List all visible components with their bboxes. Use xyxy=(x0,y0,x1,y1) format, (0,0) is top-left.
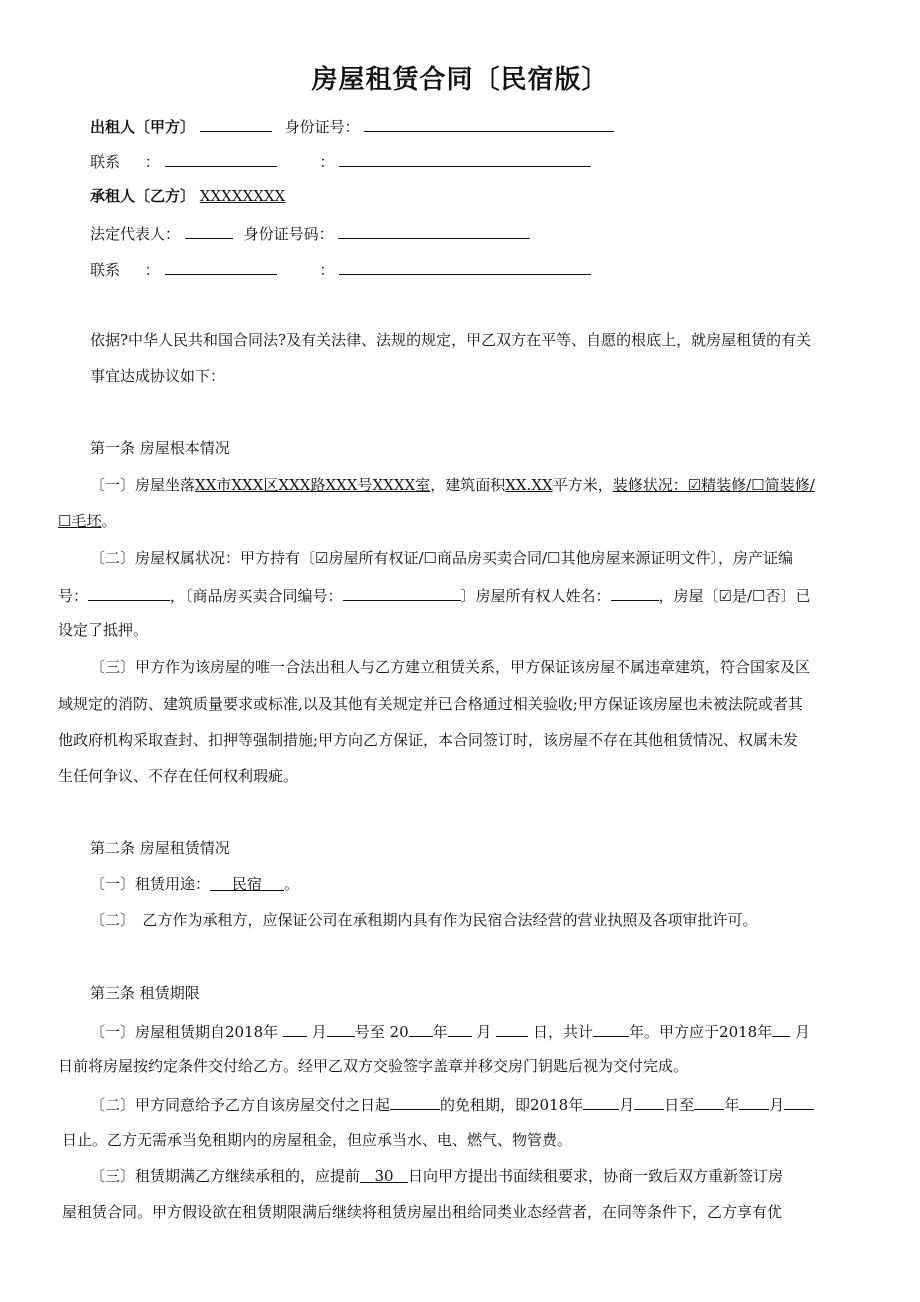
party-a-id-label: 身份证号： xyxy=(284,118,360,136)
rental-use-value: 民宿 xyxy=(210,874,284,891)
article-3-heading: 第三条 租赁期限 xyxy=(90,984,200,1002)
term-month-text: 月 xyxy=(311,1023,327,1041)
party-a-line xyxy=(90,115,614,137)
rent-free-month-blank[interactable] xyxy=(583,1093,619,1110)
article-2-p1 xyxy=(90,874,299,894)
delivery-year-text: 年。甲方应于2018年 xyxy=(629,1023,773,1041)
decoration-label: 装修状况： xyxy=(612,476,688,494)
term-total-blank[interactable] xyxy=(593,1020,629,1037)
party-a-contact-colon-2: ： xyxy=(319,153,335,171)
article-1-p2-line-3: 设定了抵押。 xyxy=(58,621,149,639)
term-start-day-blank[interactable] xyxy=(327,1020,355,1037)
term-end-century: 20 xyxy=(389,1023,409,1041)
party-b-label: 承租人〔乙方〕 xyxy=(90,187,196,205)
party-b-id-blank[interactable] xyxy=(338,222,530,239)
rent-free-text: 〔二〕甲方同意给予乙方自该房屋交付之日起 xyxy=(90,1096,391,1114)
term-start-text: 〔一〕房屋租赁期自2018年 xyxy=(90,1023,279,1041)
delivery-month-blank[interactable] xyxy=(772,1020,790,1037)
party-a-contact-blank-2[interactable] xyxy=(339,150,591,167)
party-b-contact-line xyxy=(90,258,591,280)
term-to-text: 号至 xyxy=(354,1023,385,1041)
contract-no-label: ，〔商品房买卖合同编号： xyxy=(170,587,343,605)
legal-rep-label: 法定代表人： xyxy=(90,225,181,243)
rent-free-end-year-blank[interactable] xyxy=(694,1093,724,1110)
article-3-p2-line-1 xyxy=(90,1093,814,1115)
party-a-name-blank[interactable] xyxy=(200,115,272,132)
party-a-id-blank[interactable] xyxy=(364,115,614,132)
cert-no-label: 号： xyxy=(58,587,89,605)
party-b-line xyxy=(90,186,285,206)
party-b-id-label: 身份证号码： xyxy=(243,225,334,243)
article-3-p2-line-2: 日止。乙方无需承当免租期内的房屋租金，但应承当水、电、燃气、物管费。 xyxy=(62,1131,573,1149)
property-address: XX市XXX区XXX路XXX号XXXX室 xyxy=(195,476,431,494)
owner-blank[interactable] xyxy=(611,584,659,601)
party-a-contact-line xyxy=(90,150,591,172)
article-1-p2-line-2 xyxy=(58,584,811,606)
term-start-month-blank[interactable] xyxy=(283,1020,307,1037)
rent-free-blank[interactable] xyxy=(390,1093,440,1110)
article-3-p1-line-1 xyxy=(90,1020,810,1042)
party-a-contact-blank-1[interactable] xyxy=(165,150,277,167)
contract-no-blank[interactable] xyxy=(343,584,461,601)
article-1-p3-line-4: 生任何争议、不存在任何权利瑕疵。 xyxy=(58,767,299,785)
article-1-p1-line-1 xyxy=(90,475,815,495)
term-end-year-blank[interactable] xyxy=(409,1020,433,1037)
rent-free-end-month-text: 月 xyxy=(769,1096,785,1114)
renewal-text-2: 日向甲方提出书面续租要求，协商一致后双方重新签订房 xyxy=(408,1167,784,1185)
rent-free-to-text: 日至 xyxy=(664,1096,695,1114)
article-2-heading: 第二条 房屋租赁情况 xyxy=(90,839,230,857)
article-1-p3-line-3: 他政府机构采取查封、扣押等强制措施;甲方向乙方保证，本合同签订时，该房屋不存在其他租赁情况、权属未发 xyxy=(58,731,799,749)
party-a-label: 出租人〔甲方〕 xyxy=(90,118,196,136)
renewal-days-value: 30 xyxy=(360,1166,408,1183)
article-1-p1-end: 。 xyxy=(101,512,117,530)
party-b-name: XXXXXXXX xyxy=(199,187,286,205)
party-b-contact-blank-1[interactable] xyxy=(165,258,277,275)
renewal-text: 〔三〕租赁期满乙方继续承租的，应提前 xyxy=(90,1167,361,1185)
party-b-contact-colon-2: ： xyxy=(319,261,335,279)
party-b-contact-label: 联系 xyxy=(90,261,121,279)
party-a-contact-label: 联系 xyxy=(90,153,121,171)
decoration-option-simple[interactable]: ☐简装修/ xyxy=(751,476,815,494)
article-3-p3-line-2: 屋租赁合同。甲方假设欲在租赁期限满后继续将租赁房屋出租给同类业态经营者，在同等条件下，乙方享有优 xyxy=(62,1203,783,1221)
party-b-contact-colon: ： xyxy=(144,261,160,279)
term-end-month-blank[interactable] xyxy=(448,1020,472,1037)
decoration-option-rough[interactable]: ☐毛坯 xyxy=(58,512,102,530)
rent-free-end-year-text: 年 xyxy=(724,1096,740,1114)
term-end-month-text: 月 xyxy=(476,1023,492,1041)
preamble-line-1: 依据?中华人民共和国合同法?及有关法律、法规的规定，甲乙双方在平等、自愿的根底上，就房屋租赁的有关 xyxy=(90,331,812,349)
article-1-p3-line-2: 域规定的消防、建筑质量要求或标准,以及其他有关规定并已合格通过相关验收;甲方保证该房屋也未被法院或者其 xyxy=(58,695,803,713)
party-a-contact-colon: ： xyxy=(144,153,160,171)
term-total-text: 日，共计 xyxy=(533,1023,594,1041)
delivery-month-text: 月 xyxy=(795,1023,811,1041)
article-1-p1-line-2 xyxy=(58,511,116,531)
term-year-text: 年 xyxy=(432,1023,448,1041)
article-1-p1-unit: 平方米， xyxy=(552,476,613,494)
article-2-p2: 〔二〕 乙方作为承租方，应保证公司在承租期内具有作为民宿合法经营的营业执照及各项审批许可。 xyxy=(90,911,758,929)
legal-rep-blank[interactable] xyxy=(185,222,233,239)
article-3-p1-line-2: 日前将房屋按约定条件交付给乙方。经甲乙双方交验签字盖章并移交房门钥匙后视为交付完成。 xyxy=(58,1057,689,1075)
article-1-p1-prefix: 〔一〕房屋坐落 xyxy=(90,476,196,494)
rent-free-month-text: 月 xyxy=(619,1096,635,1114)
decoration-option-fine[interactable]: ☑精装修/ xyxy=(687,476,752,494)
rent-free-year-text: 的免租期，即2018年 xyxy=(440,1096,584,1114)
rental-use-label: 〔一〕租赁用途： xyxy=(90,875,211,893)
party-b-contact-blank-2[interactable] xyxy=(339,258,591,275)
article-1-heading: 第一条 房屋根本情况 xyxy=(90,439,230,457)
article-1-p1-mid: ，建筑面积 xyxy=(430,476,506,494)
article-1-p2-line-1: 〔二〕房屋权属状况：甲方持有〔☑房屋所有权证/☐商品房买卖合同/☐其他房屋来源证明文件〕，房产证编 xyxy=(90,549,793,567)
owner-label: 〕房屋所有权人姓名： xyxy=(460,587,611,605)
party-b-rep-line xyxy=(90,222,530,244)
article-1-p3-line-1: 〔三〕甲方作为该房屋的唯一合法出租人与乙方建立租赁关系，甲方保证该房屋不属违章建筑，符合国家及区 xyxy=(90,658,811,676)
preamble-line-2: 事宜达成协议如下： xyxy=(90,367,226,385)
mortgage-text: ，房屋〔☑是/☐否〕已 xyxy=(658,587,811,605)
rent-free-end-month-blank[interactable] xyxy=(739,1093,769,1110)
property-area: XX.XX xyxy=(505,476,553,494)
cert-no-blank[interactable] xyxy=(88,584,170,601)
article-3-p3-line-1 xyxy=(90,1166,783,1186)
rent-free-day-blank[interactable] xyxy=(634,1093,664,1110)
term-end-day-blank[interactable] xyxy=(496,1020,528,1037)
document-title: 房屋租赁合同〔民宿版〕 xyxy=(311,65,609,95)
rental-use-end: 。 xyxy=(284,875,300,893)
rent-free-end-day-blank[interactable] xyxy=(784,1093,814,1110)
